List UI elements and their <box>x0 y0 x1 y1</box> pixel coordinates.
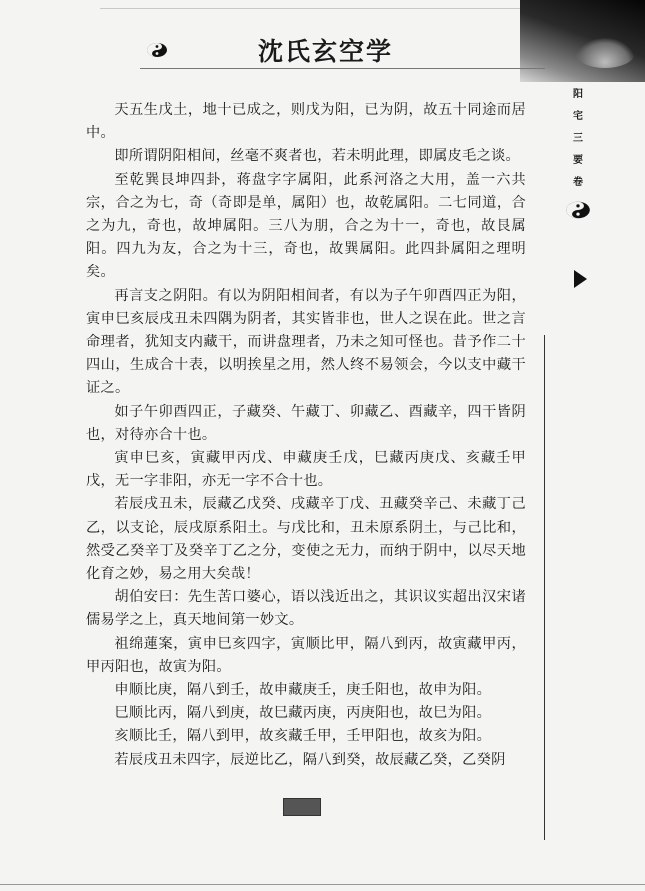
body-text <box>86 99 526 772</box>
yin-yang-icon <box>146 42 168 58</box>
side-tab-char: 阳 <box>573 89 583 100</box>
side-tab-char: 三 <box>573 133 583 144</box>
paragraph: 再言支之阴阳。有以为阴阳相间者，有以为子午卯酉四正为阳，寅申巳亥辰戌丑未四隅为阴者，其实皆非也，世人之误在此。世之言命理者，犹知支内藏干，而讲盘理者，乃未之知可怪也。昔予作二十四山，生成合十表，以明挨星之用，然人终不易领会，今以支中藏干证之。 <box>86 287 526 397</box>
paragraph: 巳顺比丙，隔八到庚，故巳藏丙庚，丙庚阳也，故巳为阳。 <box>114 705 492 722</box>
side-tab-label <box>568 88 588 198</box>
side-tab-char: 宅 <box>573 111 583 122</box>
paragraph: 至乾巽艮坤四卦，蒋盘字字属阳，此系河洛之大用，盖一六共宗，合之为七，奇（奇即是单，属阳）也，故乾属阳。二七同道，合之为九，奇也，故坤属阳。三八为朋，合之为十一，奇也，故艮属阳。四九为友，合之为十三，奇也，故巽属阳。此四卦属阳之理明矣。 <box>86 171 526 281</box>
margin-rule <box>544 335 545 840</box>
top-rule <box>100 8 550 9</box>
triangle-right-icon <box>574 270 587 288</box>
page-title: 沈氏玄空学 <box>258 37 394 66</box>
paragraph: 申顺比庚，隔八到壬，故申藏庚壬，庚壬阳也，故申为阳。 <box>114 682 492 699</box>
page-number-box <box>283 798 321 816</box>
paragraph: 即所谓阴阳相间，丝毫不爽者也，若未明此理，即属皮毛之谈。 <box>114 148 521 165</box>
paragraph: 天五生戊土，地十已成之，则戊为阳，已为阴，故五十同途而居中。 <box>86 102 526 142</box>
paragraph: 祖绵蓮案，寅申巳亥四字，寅顺比甲，隔八到丙，故寅藏甲丙，甲丙阳也，故寅为阳。 <box>86 635 526 675</box>
bottom-rule <box>0 884 645 885</box>
running-header <box>140 30 560 70</box>
paragraph: 若辰戌丑未四字，辰逆比乙，隔八到癸，故辰藏乙癸，乙癸阴 <box>114 751 506 768</box>
paragraph: 如子午卯酉四正，子藏癸、午藏丁、卯藏乙、酉藏辛，四干皆阴也，对待亦合十也。 <box>86 403 526 443</box>
side-tab-char: 要 <box>573 155 583 166</box>
paragraph: 亥顺比壬，隔八到甲，故亥藏壬甲，壬甲阳也，故亥为阳。 <box>114 728 492 745</box>
side-tab-char: 卷 <box>573 177 583 188</box>
paragraph: 胡伯安曰：先生苦口婆心，语以浅近出之，其识议实超出汉宋诸儒易学之上，真天地间第一妙文。 <box>86 589 526 629</box>
yin-yang-icon <box>565 200 591 220</box>
corner-landscape-shape <box>575 38 635 68</box>
header-rule <box>140 68 545 69</box>
paragraph: 寅申巳亥，寅藏甲丙戊、申藏庚壬戊，巳藏丙庚戊、亥藏壬甲戊，无一字非阳，亦无一字不合十也。 <box>86 450 526 490</box>
paragraph: 若辰戌丑未，辰藏乙戊癸、戌藏辛丁戊、丑藏癸辛己、未藏丁己乙，以支论，辰戌原系阳土。与戊比和，丑未原系阴土，与己比和，然受乙癸辛丁及癸辛丁乙之分，变使之无力，而纳于阴中，以尽天地化育之妙，易之用大矣哉！ <box>86 496 526 583</box>
